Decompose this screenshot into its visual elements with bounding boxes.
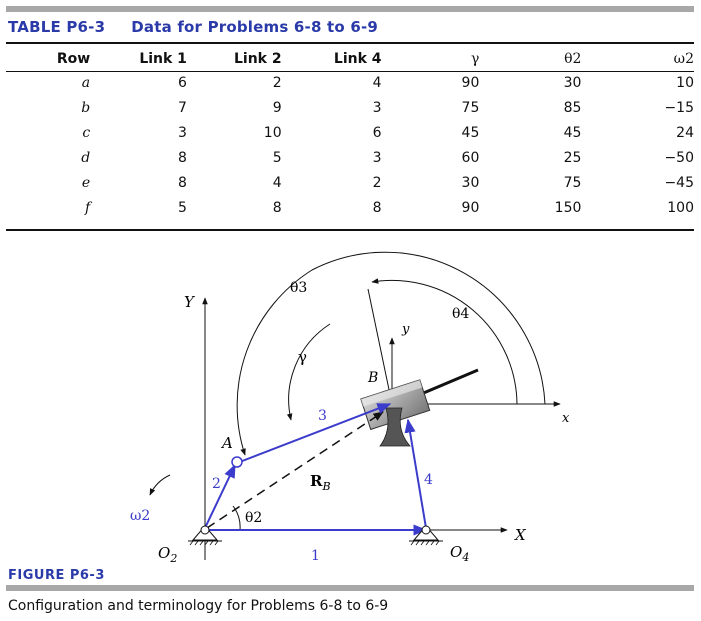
link-2-label: 2 bbox=[212, 476, 221, 492]
table-cell: 45 bbox=[461, 124, 480, 141]
header-row: Row bbox=[56, 51, 91, 67]
link-1-label: 1 bbox=[311, 548, 320, 564]
header-theta2: θ2 bbox=[564, 51, 582, 67]
theta4-reference-line bbox=[368, 289, 392, 404]
ground-pivot-o4 bbox=[409, 526, 443, 545]
global-y-label: Y bbox=[184, 293, 194, 311]
table-cell: 8 bbox=[178, 174, 187, 191]
table-cell: 8 bbox=[272, 199, 282, 216]
row-label: e bbox=[81, 174, 91, 191]
table-cell: 4 bbox=[372, 74, 382, 91]
table-cell: −45 bbox=[664, 174, 694, 191]
table-cell: 6 bbox=[372, 124, 382, 141]
table-cell: 10 bbox=[676, 74, 694, 91]
theta3-arc-right bbox=[312, 252, 545, 404]
figure-caption: Configuration and terminology for Problems 6-8 to 6-9 bbox=[8, 598, 389, 614]
link-4-label: 4 bbox=[424, 472, 433, 488]
table-cell: 90 bbox=[461, 199, 480, 216]
row-label: f bbox=[84, 199, 91, 216]
figure-title: FIGURE P6-3 bbox=[8, 568, 105, 583]
gamma-label: γ bbox=[298, 348, 307, 366]
joint-a-label: A bbox=[222, 434, 233, 452]
table-cell: 45 bbox=[563, 124, 582, 141]
table-cell: 4 bbox=[272, 174, 282, 191]
table-cell: −15 bbox=[664, 99, 694, 116]
table-cell: 150 bbox=[554, 199, 582, 216]
header-link4: Link 4 bbox=[333, 51, 382, 67]
row-label: b bbox=[81, 99, 91, 116]
bottom-gray-bar bbox=[6, 585, 694, 591]
theta3-label: θ3 bbox=[290, 280, 308, 296]
table-cell: 5 bbox=[178, 199, 187, 216]
table-cell: 6 bbox=[178, 74, 187, 91]
header-gamma: γ bbox=[471, 51, 480, 67]
row-label: d bbox=[81, 149, 91, 166]
link-3-label: 3 bbox=[318, 408, 327, 424]
table-cell: 3 bbox=[178, 124, 187, 141]
table-cell: 30 bbox=[563, 74, 582, 91]
table-cell: 75 bbox=[563, 174, 582, 191]
row-label: a bbox=[81, 74, 91, 91]
rb-label: $R_B$ bbox=[310, 472, 331, 493]
table-cell: 10 bbox=[263, 124, 282, 141]
omega2-arrow bbox=[150, 475, 170, 495]
header-link2: Link 2 bbox=[233, 51, 282, 67]
table-cell: 3 bbox=[372, 99, 382, 116]
table-cell: 24 bbox=[676, 124, 694, 141]
table-cell: 25 bbox=[563, 149, 582, 166]
header-link1: Link 1 bbox=[139, 51, 187, 67]
table-cell: 60 bbox=[461, 149, 480, 166]
header-omega2: ω2 bbox=[673, 51, 694, 67]
table-cell: 30 bbox=[461, 174, 480, 191]
table-number: TABLE P6-3 bbox=[8, 18, 106, 36]
table-cell: 2 bbox=[372, 174, 382, 191]
theta4-label: θ4 bbox=[452, 306, 470, 322]
joint-b-label: B bbox=[368, 370, 379, 386]
local-x-label: x bbox=[562, 411, 570, 426]
table-cell: 8 bbox=[178, 149, 187, 166]
table-cell: 100 bbox=[667, 199, 694, 216]
local-y-label: y bbox=[402, 322, 410, 337]
omega2-label: ω2 bbox=[130, 508, 151, 524]
table-cell: 5 bbox=[272, 149, 282, 166]
table-cell: 75 bbox=[461, 99, 480, 116]
table-cell: −50 bbox=[664, 149, 694, 166]
gamma-arc bbox=[289, 324, 330, 420]
table-cell: 8 bbox=[372, 199, 382, 216]
table-cell: 9 bbox=[272, 99, 282, 116]
o2-label: $O_2$ bbox=[158, 544, 178, 565]
table-cell: 85 bbox=[563, 99, 582, 116]
theta2-label: θ2 bbox=[245, 510, 263, 526]
table-caption: Data for Problems 6-8 to 6-9 bbox=[131, 18, 379, 36]
link-3-coupler bbox=[237, 404, 390, 463]
table-cell: 2 bbox=[272, 74, 282, 91]
joint-a bbox=[232, 457, 242, 467]
global-x-label: X bbox=[515, 526, 526, 544]
o4-label: $O_4$ bbox=[450, 543, 470, 564]
row-label: c bbox=[82, 124, 91, 141]
table-cell: 90 bbox=[461, 74, 480, 91]
table-cell: 7 bbox=[178, 99, 187, 116]
table-cell: 3 bbox=[372, 149, 382, 166]
